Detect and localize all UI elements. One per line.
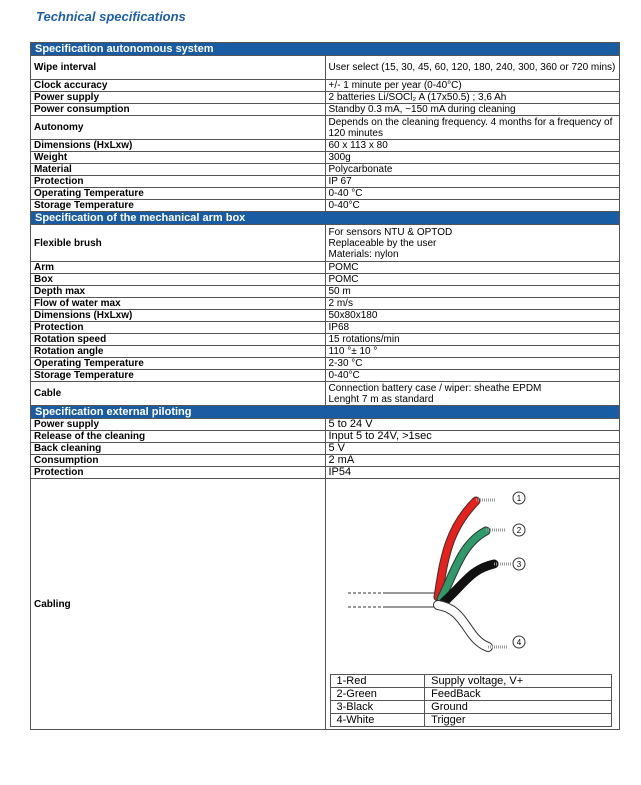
spec-value: 5 V [325, 443, 620, 455]
section-title: Specification of the mechanical arm box [31, 212, 620, 225]
spec-row [31, 467, 620, 479]
wire-function: Ground [425, 701, 611, 714]
wire-color-row [330, 675, 611, 688]
spec-label: Protection [31, 322, 326, 334]
spec-label: Flow of water max [31, 298, 326, 310]
spec-value-line: For sensors NTU & OPTOD [328, 226, 453, 238]
spec-label: Operating Temperature [31, 188, 326, 200]
spec-value-line: Lenght 7 m as standard [328, 393, 434, 405]
wire-color-row [330, 714, 611, 727]
spec-row [31, 80, 620, 92]
spec-table [30, 42, 620, 730]
spec-value: IP68 [325, 322, 620, 334]
spec-value: POMC [325, 274, 620, 286]
spec-value [325, 382, 620, 406]
spec-label: Depth max [31, 286, 326, 298]
wire-name: 1-Red [330, 675, 425, 688]
spec-value: 5 to 24 V [325, 419, 620, 431]
spec-row [31, 116, 620, 140]
spec-value: 2 batteries Li/SOCl₂ A (17x50.5) ; 3,6 Ah [325, 92, 620, 104]
wire-number: 3 [516, 560, 521, 569]
spec-value: +/- 1 minute per year (0-40°C) [325, 80, 620, 92]
wire-number: 4 [516, 638, 521, 647]
spec-value-line: Connection battery case / wiper: sheathe EPDM [328, 382, 542, 394]
spec-value-line: Materials: nylon [328, 248, 399, 260]
spec-value-line: Replaceable by the user [328, 237, 437, 249]
wire-color-table [330, 674, 612, 727]
spec-row [31, 322, 620, 334]
spec-value: IP 67 [325, 176, 620, 188]
spec-row [31, 176, 620, 188]
spec-row [31, 310, 620, 322]
spec-value: 60 x 113 x 80 [325, 140, 620, 152]
spec-label: Wipe interval [31, 56, 326, 80]
spec-label: Power supply [31, 92, 326, 104]
spec-label: Flexible brush [31, 225, 326, 262]
spec-row [31, 346, 620, 358]
spec-value: 2 mA [325, 455, 620, 467]
spec-value [325, 225, 620, 262]
spec-row [31, 140, 620, 152]
spec-row [31, 419, 620, 431]
spec-value: 0-40 °C [325, 188, 620, 200]
spec-row [31, 298, 620, 310]
spec-row [31, 443, 620, 455]
spec-value: 2 m/s [325, 298, 620, 310]
wire-name: 2-Green [330, 688, 425, 701]
spec-label: Power supply [31, 419, 326, 431]
wire-name: 3-Black [330, 701, 425, 714]
spec-value: Standby 0.3 mA, ~150 mA during cleaning [325, 104, 620, 116]
spec-label: Material [31, 164, 326, 176]
section-header [31, 212, 620, 225]
spec-value: Depends on the cleaning frequency. 4 months for a frequency of 120 minutes [325, 116, 620, 140]
spec-label: Power consumption [31, 104, 326, 116]
wire-function: Trigger [425, 714, 611, 727]
spec-value: IP54 [325, 467, 620, 479]
spec-label: Rotation angle [31, 346, 326, 358]
spec-row [31, 164, 620, 176]
spec-row [31, 382, 620, 406]
spec-value: 300g [325, 152, 620, 164]
section-title: Specification autonomous system [31, 43, 620, 56]
wire-number: 2 [516, 526, 521, 535]
spec-row [31, 286, 620, 298]
wire-function: Supply voltage, V+ [425, 675, 611, 688]
spec-value: 50x80x180 [325, 310, 620, 322]
wire-color-row [330, 688, 611, 701]
spec-label: Storage Temperature [31, 200, 326, 212]
spec-label: Storage Temperature [31, 370, 326, 382]
spec-label: Consumption [31, 455, 326, 467]
spec-label: Protection [31, 467, 326, 479]
spec-row [31, 104, 620, 116]
section-title: Specification external piloting [31, 406, 620, 419]
spec-label: Operating Temperature [31, 358, 326, 370]
spec-label: Cable [31, 382, 326, 406]
spec-value: User select (15, 30, 45, 60, 120, 180, 240, 300, 360 or 720 mins) [325, 56, 620, 80]
spec-row [31, 225, 620, 262]
spec-label: Back cleaning [31, 443, 326, 455]
cabling-label: Cabling [31, 479, 326, 730]
spec-label: Box [31, 274, 326, 286]
spec-label: Rotation speed [31, 334, 326, 346]
section-header [31, 406, 620, 419]
spec-row [31, 188, 620, 200]
spec-value: 2-30 °C [325, 358, 620, 370]
spec-row [31, 200, 620, 212]
spec-value: POMC [325, 262, 620, 274]
wire-number: 1 [516, 494, 521, 503]
spec-label: Dimensions (HxLxw) [31, 140, 326, 152]
section-header [31, 43, 620, 56]
spec-label: Weight [31, 152, 326, 164]
spec-value: Input 5 to 24V, >1sec [325, 431, 620, 443]
spec-label: Autonomy [31, 116, 326, 140]
spec-row [31, 152, 620, 164]
spec-value: 110 °± 10 ° [325, 346, 620, 358]
spec-row [31, 334, 620, 346]
spec-row [31, 358, 620, 370]
wire-function: FeedBack [425, 688, 611, 701]
spec-label: Dimensions (HxLxw) [31, 310, 326, 322]
wire-name: 4-White [330, 714, 425, 727]
spec-label: Protection [31, 176, 326, 188]
spec-row [31, 455, 620, 467]
spec-label: Clock accuracy [31, 80, 326, 92]
spec-value: 15 rotations/min [325, 334, 620, 346]
spec-value: 0-40°C [325, 200, 620, 212]
spec-label: Release of the cleaning [31, 431, 326, 443]
spec-row [31, 274, 620, 286]
spec-row [31, 56, 620, 80]
spec-value: 50 m [325, 286, 620, 298]
spec-label: Arm [31, 262, 326, 274]
spec-row [31, 370, 620, 382]
spec-value: 0-40°C [325, 370, 620, 382]
wire-color-row [330, 701, 611, 714]
cabling-diagram-cell [325, 479, 620, 730]
spec-row [31, 92, 620, 104]
spec-row [31, 262, 620, 274]
spec-row [31, 431, 620, 443]
page-title: Technical specifications [36, 9, 186, 24]
spec-value: Polycarbonate [325, 164, 620, 176]
cabling-row [31, 479, 620, 730]
